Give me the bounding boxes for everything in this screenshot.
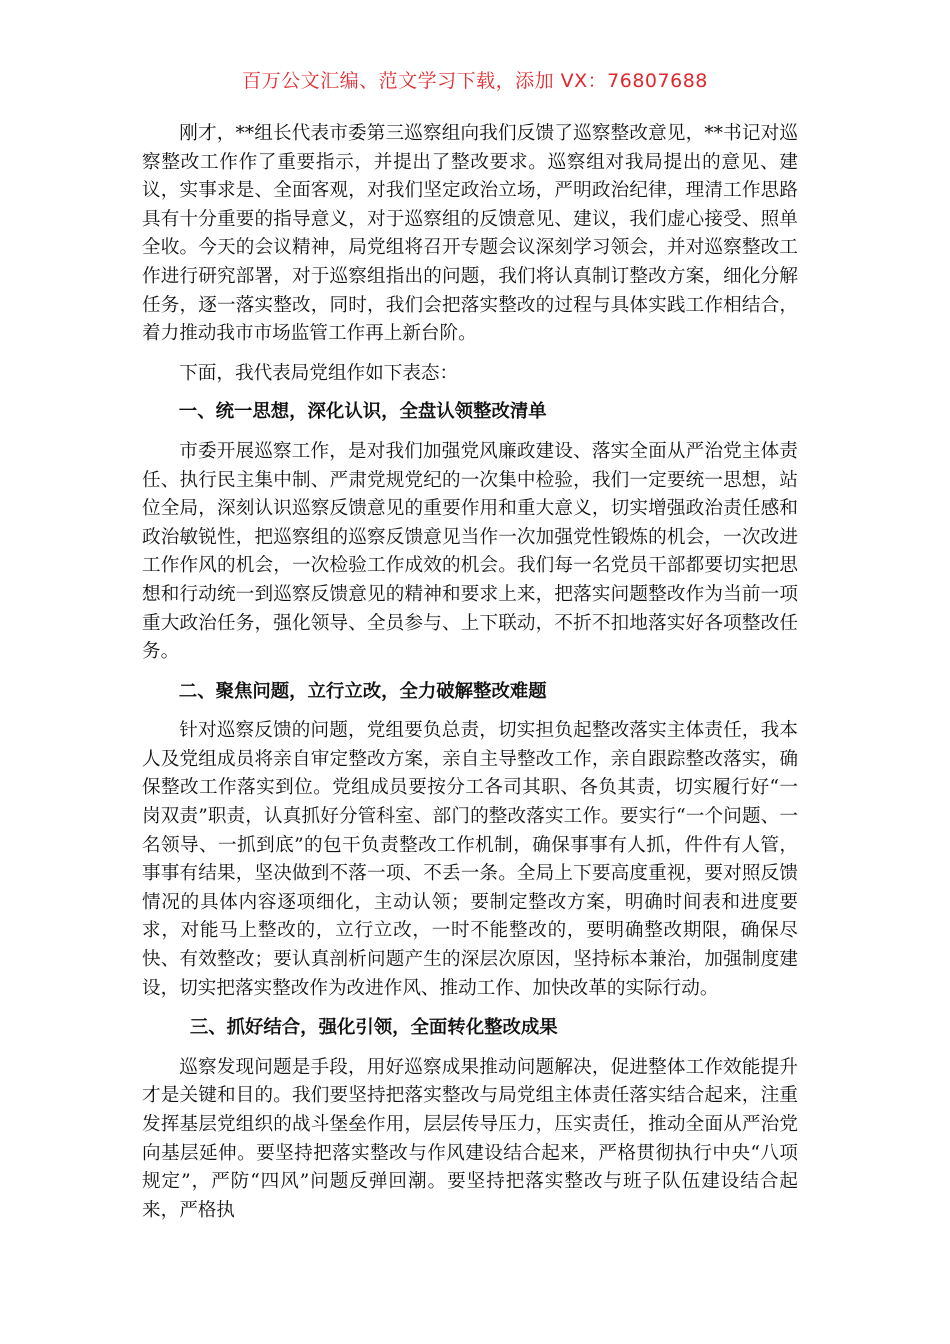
intro-paragraph: 刚才，**组长代表市委第三巡察组向我们反馈了巡察整改意见，**书记对巡察整改工作作了重要指示，并提出了整改要求。巡察组对我局提出的意见、建议，实事求是、全面客观，对我们坚定政治立场，严明政治纪律，理清工作思路具有十分重要的指导意义，对于巡察组的反馈意见、建议，我们虚心接受、照单全收。今天的会议精神，局党组将召开专题会议深刻学习领会，并对巡察整改工作进行研究部署，对于巡察组指出的问题，我们将认真制订整改方案，细化分解任务，逐一落实整改，同时，我们会把落实整改的过程与具体实践工作相结合，着力推动我市市场监管工作再上新台阶。 [142,123,798,345]
section-3-heading: 三、抓好结合，强化引领，全面转化整改成果 [189,1017,558,1039]
header-banner: 百万公文汇编、范文学习下载，添加 VX：76807688 [242,70,708,92]
section-2-heading: 二、聚焦问题，立行立改，全力破解整改难题 [178,680,547,702]
section-1-body: 市委开展巡察工作，是对我们加强党风廉政建设、落实全面从严治党主体责任、执行民主集中制、严肃党规党纪的一次集中检验，我们一定要统一思想，站位全局，深刻认识巡察反馈意见的重要作用和重大意义，切实增强政治责任感和政治敏锐性，把巡察组的巡察反馈意见当作一次加强党性锻炼的机会，一次改进工作作风的机会，一次检验工作成效的机会。我们每一名党员干部都要切实把思想和行动统一到巡察反馈意见的精神和要求上来，把落实问题整改作为当前一项重大政治任务，强化领导、全员参与、上下联动，不折不扣地落实好各项整改任务。 [142,440,798,663]
document-body [142,120,798,1236]
section-2-body: 针对巡察反馈的问题，党组要负总责，切实担负起整改落实主体责任，我本人及党组成员将亲自审定整改方案，亲自主导整改工作，亲自跟踪整改落实，确保整改工作落实到位。党组成员要按分工各司其职、各负其责，切实履行好“一岗双责”职责，认真抓好分管科室、部门的整改落实工作。要实行“一个问题、一名领导、一抓到底”的包干负责整改工作机制，确保事事有人抓，件件有人管，事事有结果，坚决做到不落一项、不丢一条。全局上下要高度重视，要对照反馈情况的具体内容逐项细化，主动认领；要制定整改方案，明确时间表和进度要求，对能马上整改的，立行立改，一时不能整改的，要明确整改期限，确保尽快、有效整改；要认真剖析问题产生的深层次原因，坚持标本兼治，加强制度建设，切实把落实整改作为改进作风、推动工作、加快改革的实际行动。 [142,720,798,999]
transition-paragraph: 下面，我代表局党组作如下表态： [179,362,459,384]
section-1-heading: 一、统一思想，深化认识，全盘认领整改清单 [178,401,547,423]
section-3-body: 巡察发现问题是手段，用好巡察成果推动问题解决，促进整体工作效能提升才是关键和目的。我们要坚持把落实整改与局党组主体责任落实结合起来，注重发挥基层党组织的战斗堡垒作用，层层传导压力，压实责任，推动全面从严治党向基层延伸。要坚持把落实整改与作风建设结合起来，严格贯彻执行中央“八项规定”，严防“四风”问题反弹回潮。要坚持把落实整改与班子队伍建设结合起来，严格执 [142,1056,798,1221]
